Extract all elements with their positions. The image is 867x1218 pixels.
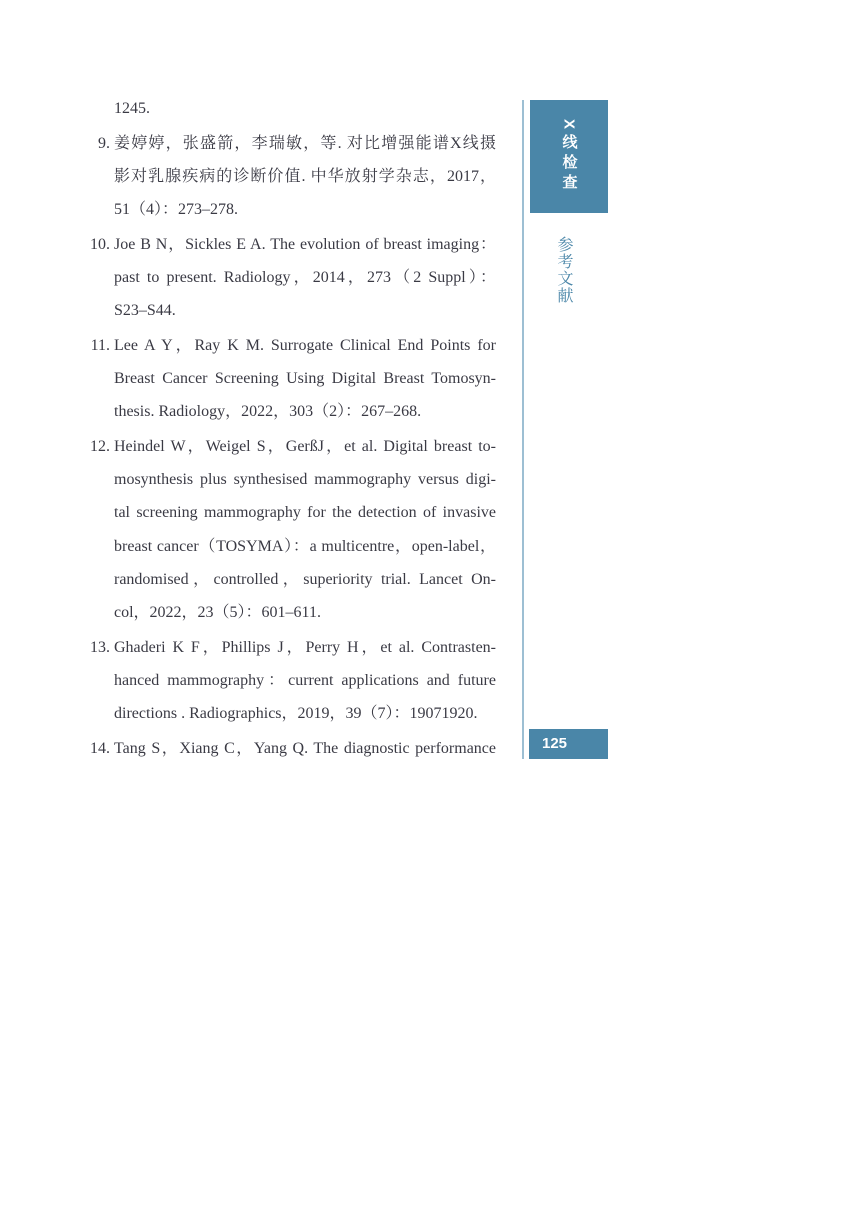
sidebar-divider-line bbox=[522, 100, 524, 759]
reference-text bbox=[114, 228, 496, 328]
section-label: 参考文献 bbox=[555, 236, 572, 304]
reference-number: 10. bbox=[90, 235, 110, 253]
reference-line: 姜婷婷，张盛箭，李瑞敏，等. 对比增强能谱X线摄 bbox=[114, 134, 496, 152]
reference-line: Heindel W，Weigel S，GerßJ，et al. Digital breast to- bbox=[114, 438, 496, 456]
reference-line: 影对乳腺疾病的诊断价值. 中华放射学杂志，2017， bbox=[114, 167, 496, 185]
reference-item bbox=[84, 329, 496, 429]
reference-text bbox=[114, 127, 496, 227]
reference-item bbox=[84, 631, 496, 731]
reference-line: 1245. bbox=[114, 100, 150, 117]
reference-line: col，2022，23（5）：601–611. bbox=[114, 604, 321, 622]
reference-line: Joe B N，Sickles E A. The evolution of breast imaging： bbox=[114, 235, 496, 253]
page-number-badge: 125 bbox=[529, 729, 608, 759]
reference-item bbox=[84, 732, 496, 765]
reference-line: breast cancer（TOSYMA）：a multicentre，open-label， bbox=[114, 537, 496, 555]
reference-line: Ghaderi K F，Phillips J，Perry H，et al. Contrasten- bbox=[114, 638, 496, 656]
reference-line: Lee A Y，Ray K M. Surrogate Clinical End Points for bbox=[114, 336, 496, 354]
reference-line: hanced mammography：current applications and future bbox=[114, 671, 496, 689]
reference-line: S23–S44. bbox=[114, 302, 176, 320]
reference-line: directions . Radiographics，2019，39（7）：19071920. bbox=[114, 705, 478, 723]
reference-line: Tang S，Xiang C，Yang Q. The diagnostic performance bbox=[114, 739, 496, 757]
reference-line: thesis. Radiology，2022，303（2）：267–268. bbox=[114, 403, 422, 421]
reference-line: randomised，controlled，superiority trial. Lancet On- bbox=[114, 570, 496, 588]
reference-line: 51（4）：273–278. bbox=[114, 201, 239, 219]
chapter-tab-label: X线检查 bbox=[560, 118, 578, 194]
reference-item bbox=[84, 430, 496, 629]
reference-text bbox=[114, 92, 496, 125]
reference-text bbox=[114, 732, 496, 765]
references-list bbox=[84, 92, 496, 767]
reference-number: 11. bbox=[90, 336, 110, 354]
reference-number: 14. bbox=[90, 739, 110, 757]
reference-item bbox=[84, 127, 496, 227]
reference-number: 9. bbox=[98, 134, 110, 152]
chapter-tab bbox=[530, 100, 608, 213]
reference-line: past to present. Radiology，2014，273（2 Suppl）： bbox=[114, 269, 496, 287]
reference-line: tal screening mammography for the detection of invasive bbox=[114, 504, 496, 522]
reference-text bbox=[114, 430, 496, 629]
reference-line: Breast Cancer Screening Using Digital Breast Tomosyn- bbox=[114, 370, 496, 388]
reference-text bbox=[114, 329, 496, 429]
reference-item bbox=[84, 228, 496, 328]
reference-item bbox=[84, 92, 496, 125]
reference-line: mosynthesis plus synthesised mammography versus digi- bbox=[114, 471, 496, 489]
reference-number: 13. bbox=[90, 638, 110, 656]
reference-text bbox=[114, 631, 496, 731]
reference-number bbox=[84, 92, 114, 125]
reference-number: 12. bbox=[90, 438, 110, 456]
